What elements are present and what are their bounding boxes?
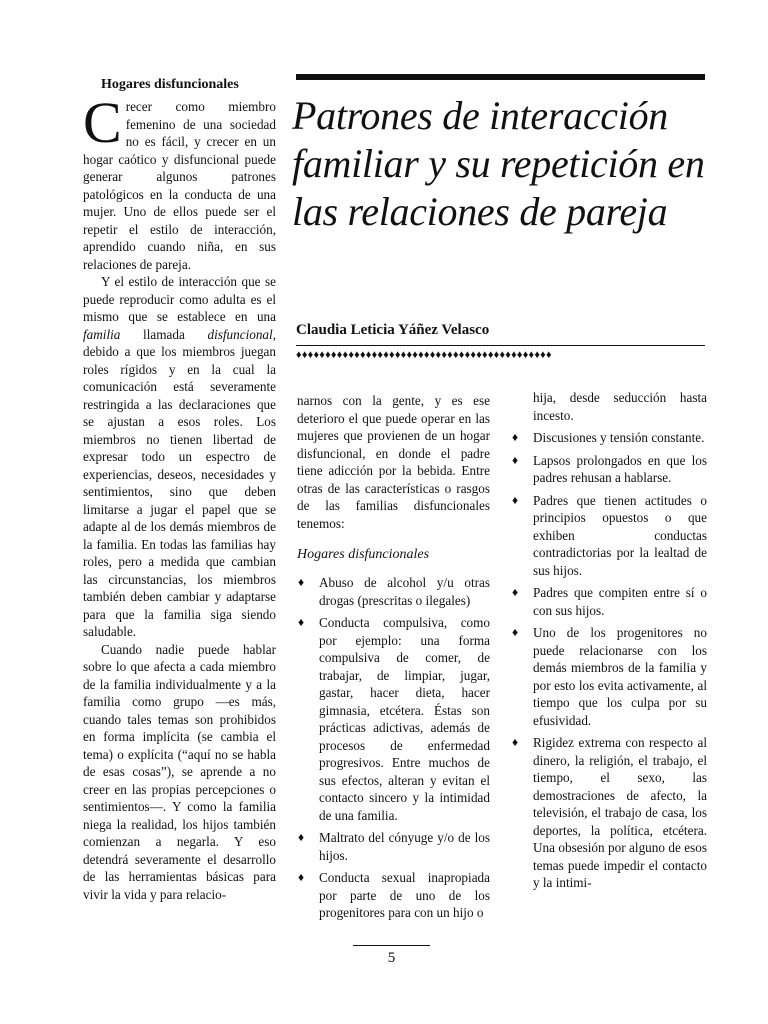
diamond-bullet-icon: ♦ [298, 575, 305, 589]
diamond-bullet-icon: ♦ [512, 625, 519, 639]
intro-paragraph: narnos con la gente, y es ese deterioro el que puede operar en las mujeres que provienen de un hogar disfuncional, en donde el padre tiene adicción por la bebida. Entre otras de las características o rasgos de las familias disfuncionales tenemos: [297, 393, 490, 531]
list-item-text: Lapsos prolongados en que los padres rehusan a hablarse. [533, 452, 707, 485]
list-item-text: Maltrato del cónyuge y/o de los hijos. [319, 830, 490, 863]
list-item [511, 734, 707, 892]
paragraph-2 [83, 273, 276, 641]
emphasis-disfuncional: disfuncional [207, 326, 273, 342]
bullet-list-right [511, 429, 707, 892]
continued-item-text: hija, desde seducción hasta incesto. [533, 390, 707, 423]
diamond-bullet-icon: ♦ [512, 452, 519, 467]
page-number: 5 [387, 950, 396, 966]
subheading: Hogares disfuncionales [297, 547, 430, 562]
article-title: Patrones de interacción familiar y su repetición en las relaciones de pareja [292, 93, 705, 234]
list-item [297, 574, 490, 609]
diamond-bullet-icon: ♦ [298, 615, 305, 629]
list-item [297, 869, 490, 922]
footer-rule [353, 945, 430, 946]
section-heading: Hogares disfuncionales [101, 77, 239, 92]
column-left [83, 76, 276, 903]
list-item [511, 452, 707, 487]
list-item-text: Discusiones y tensión constante. [533, 430, 705, 445]
diamond-bullet-icon: ♦ [512, 735, 519, 749]
diamond-bullet-icon: ♦ [298, 870, 305, 884]
drop-cap: C [83, 90, 122, 155]
list-item [511, 492, 707, 580]
diamond-bullet-icon: ♦ [298, 830, 305, 844]
list-item-text: Uno de los progenitores no puede relacionarse con los demás miembros de la familia y por esto los evita activamente, al tiempo que los culpa por su efusividad. [533, 625, 707, 728]
paragraph-1 [83, 90, 276, 273]
diamond-bullet-icon: ♦ [512, 492, 519, 507]
diamond-ornament-row: ♦♦♦♦♦♦♦♦♦♦♦♦♦♦♦♦♦♦♦♦♦♦♦♦♦♦♦♦♦♦♦♦♦♦♦♦♦♦♦♦♦♦♦♦ [296, 349, 552, 361]
list-item [297, 829, 490, 864]
paragraph-2-text-b: llamada [120, 326, 208, 342]
list-item [297, 614, 490, 824]
list-item-text: Abuso de alcohol y/u otras drogas (prescritas o ilegales) [319, 575, 490, 608]
list-item-text: Rigidez extrema con respecto al dinero, la religión, el trabajo, el tiempo, el sexo, las demostraciones de afecto, la televisión, el trabajo de casa, los deportes, la política, etcétera. Una obsesión por alguno de esos temas puede impedir el contacto y la intimi- [533, 735, 707, 890]
list-item [511, 584, 707, 619]
bullet-list-middle [297, 574, 490, 922]
paragraph-3: Cuando nadie puede hablar sobre lo que afecta a cada miembro de la familia individualmente y a la familia como grupo —es más, cuando tales temas son prohibidos en forma implícita (se cambia el tema) o explícita (“aquí no se habla de esas cosas”), se aprende a no creer en las propias percepciones o sentimientos—. Y como la familia niega la realidad, los hijos también comienzan a negarla. Y eso detendrá severamente el desarrollo de las herramientas básicas para vivir la vida y para relacio- [83, 641, 276, 902]
emphasis-familia: familia [83, 326, 121, 342]
paragraph-1-text: recer como miembro femenino de una sociedad no es fácil, y crecer en un hogar caótico y disfuncional puede generar algunos patrones patológicos en la conducta de una mujer. Uno de ellos puede ser el repetir el estilo de interacción, aprendido cuando niña, en sus relaciones de pareja. [83, 99, 276, 272]
title-top-rule [296, 74, 705, 80]
paragraph-2-text-a: Y el estilo de interacción que se puede reproducir como adulta es el mismo que se establece en una [83, 274, 276, 324]
list-item-text: Conducta sexual inapropiada por parte de uno de los progenitores para con un hijo o [319, 870, 490, 920]
list-item-text: Conducta compulsiva, como por ejemplo: una forma compulsiva de comer, de trabajar, de limpiar, jugar, gastar, hacer dieta, hacer gimnasia, etcétera. Éstas son prácticas adictivas, además de procesos de enfermedad progresivos. Entre muchos de sus efectos, alteran y evitan el contacto sincero y la intimidad de una familia. [319, 615, 490, 823]
author-byline: Claudia Leticia Yáñez Velasco [296, 322, 490, 338]
column-right [511, 389, 707, 897]
diamond-bullet-icon: ♦ [512, 430, 519, 444]
list-item [511, 429, 707, 447]
diamond-bullet-icon: ♦ [512, 585, 519, 599]
paragraph-2-text-c: , debido a que los miembros juegan roles rígidos y en la cual la comunicación está severamente restringida a las declaraciones que se ajustan a esos roles. Los miembros no tienen libertad de expresar todo un espectro de experiencias, deseos, necesidades y sentimientos, sino que deben limitarse a jugar el papel que se adapte al de los demás miembros de la familia. En todas las familias hay roles, pero a medida que cambian las circunstancias, los miembros también deben cambiar y adaptarse para que la familia siga siendo saludable. [83, 326, 276, 639]
list-item-text: Padres que tienen actitudes o principios opuestos o que exhiben conductas contradictorias por la lealtad de sus hijos. [533, 492, 707, 578]
column-middle [297, 392, 490, 927]
list-item [511, 624, 707, 729]
list-item-text: Padres que compiten entre sí o con sus hijos. [533, 585, 707, 618]
